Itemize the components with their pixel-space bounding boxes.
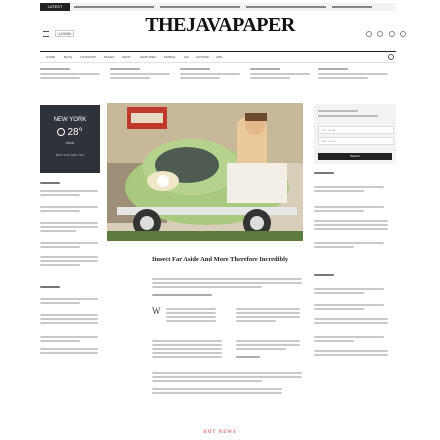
- facebook-icon[interactable]: [366, 31, 372, 37]
- nav-item[interactable]: AUTHOR: [196, 55, 209, 59]
- nav-item[interactable]: HOME: [46, 55, 55, 59]
- article-dropcap: W: [152, 306, 161, 316]
- breaking-item[interactable]: [160, 6, 240, 8]
- vintage-car-illustration: [107, 103, 303, 241]
- article-quote: [236, 340, 302, 358]
- search-icon[interactable]: [388, 54, 394, 60]
- post-title[interactable]: [40, 336, 98, 338]
- post-title[interactable]: [314, 186, 384, 188]
- post-title[interactable]: [314, 242, 384, 244]
- twitter-icon[interactable]: [377, 31, 383, 37]
- weather-days: MON TUE WED THU: [55, 153, 85, 157]
- login-button[interactable]: LOGIN: [55, 30, 73, 37]
- site-logo[interactable]: THEJAVAPAPER: [145, 14, 295, 36]
- nav-item[interactable]: SHOP: [122, 55, 131, 59]
- nav-item[interactable]: CATEGORY: [80, 55, 97, 59]
- post-title[interactable]: [314, 304, 384, 306]
- main-nav: [40, 51, 396, 63]
- mini-post[interactable]: [180, 68, 244, 90]
- sun-icon: [57, 128, 65, 136]
- nav-item[interactable]: PAGES: [104, 55, 115, 59]
- newsletter-widget: [314, 104, 396, 164]
- name-field[interactable]: Your name: [318, 137, 394, 145]
- post-title[interactable]: [40, 242, 98, 244]
- nav-item[interactable]: MOBILE: [164, 55, 176, 59]
- section-title-hot-news: HOT NEWS: [203, 430, 237, 435]
- article-meta: [152, 294, 212, 296]
- social-icons: [366, 25, 407, 43]
- article-body-end: [152, 372, 302, 394]
- post-title[interactable]: [40, 298, 98, 300]
- breaking-news-bar: [40, 3, 396, 11]
- mini-post[interactable]: [110, 68, 174, 90]
- nav-item[interactable]: FEATURES: [140, 55, 156, 59]
- mini-post[interactable]: [40, 68, 104, 90]
- breaking-item[interactable]: [74, 6, 154, 8]
- instagram-icon[interactable]: [389, 31, 395, 37]
- weather-city: NEW YORK: [53, 117, 87, 123]
- email-field[interactable]: Your email: [318, 126, 394, 134]
- weather-temperature: 28°: [67, 127, 83, 138]
- weather-condition: clear: [65, 140, 75, 145]
- hero-image[interactable]: [107, 103, 303, 241]
- post-title[interactable]: [40, 206, 98, 208]
- mini-post[interactable]: [250, 68, 314, 90]
- nav-item[interactable]: BLOG: [64, 55, 73, 59]
- featured-article-excerpt: [152, 278, 302, 296]
- post-title[interactable]: [314, 336, 384, 338]
- breaking-label: LATEST: [40, 3, 70, 11]
- post-title[interactable]: [314, 288, 384, 290]
- article-body-col2: [236, 308, 302, 322]
- submit-button[interactable]: Submit: [318, 153, 392, 160]
- left-column: [40, 182, 102, 354]
- mini-post[interactable]: [318, 68, 396, 90]
- post-title[interactable]: [40, 190, 98, 192]
- post-title[interactable]: [314, 206, 384, 208]
- nav-item[interactable]: ADS: [216, 55, 223, 59]
- pinterest-icon[interactable]: [400, 31, 406, 37]
- breaking-item[interactable]: [246, 6, 326, 8]
- nav-item[interactable]: GIF: [184, 55, 189, 59]
- weather-widget: [40, 105, 100, 173]
- breaking-item[interactable]: [332, 6, 372, 8]
- right-column: [314, 172, 396, 356]
- featured-article-title[interactable]: Iinsect Far Aside And More Therefore Incredibly: [152, 256, 289, 263]
